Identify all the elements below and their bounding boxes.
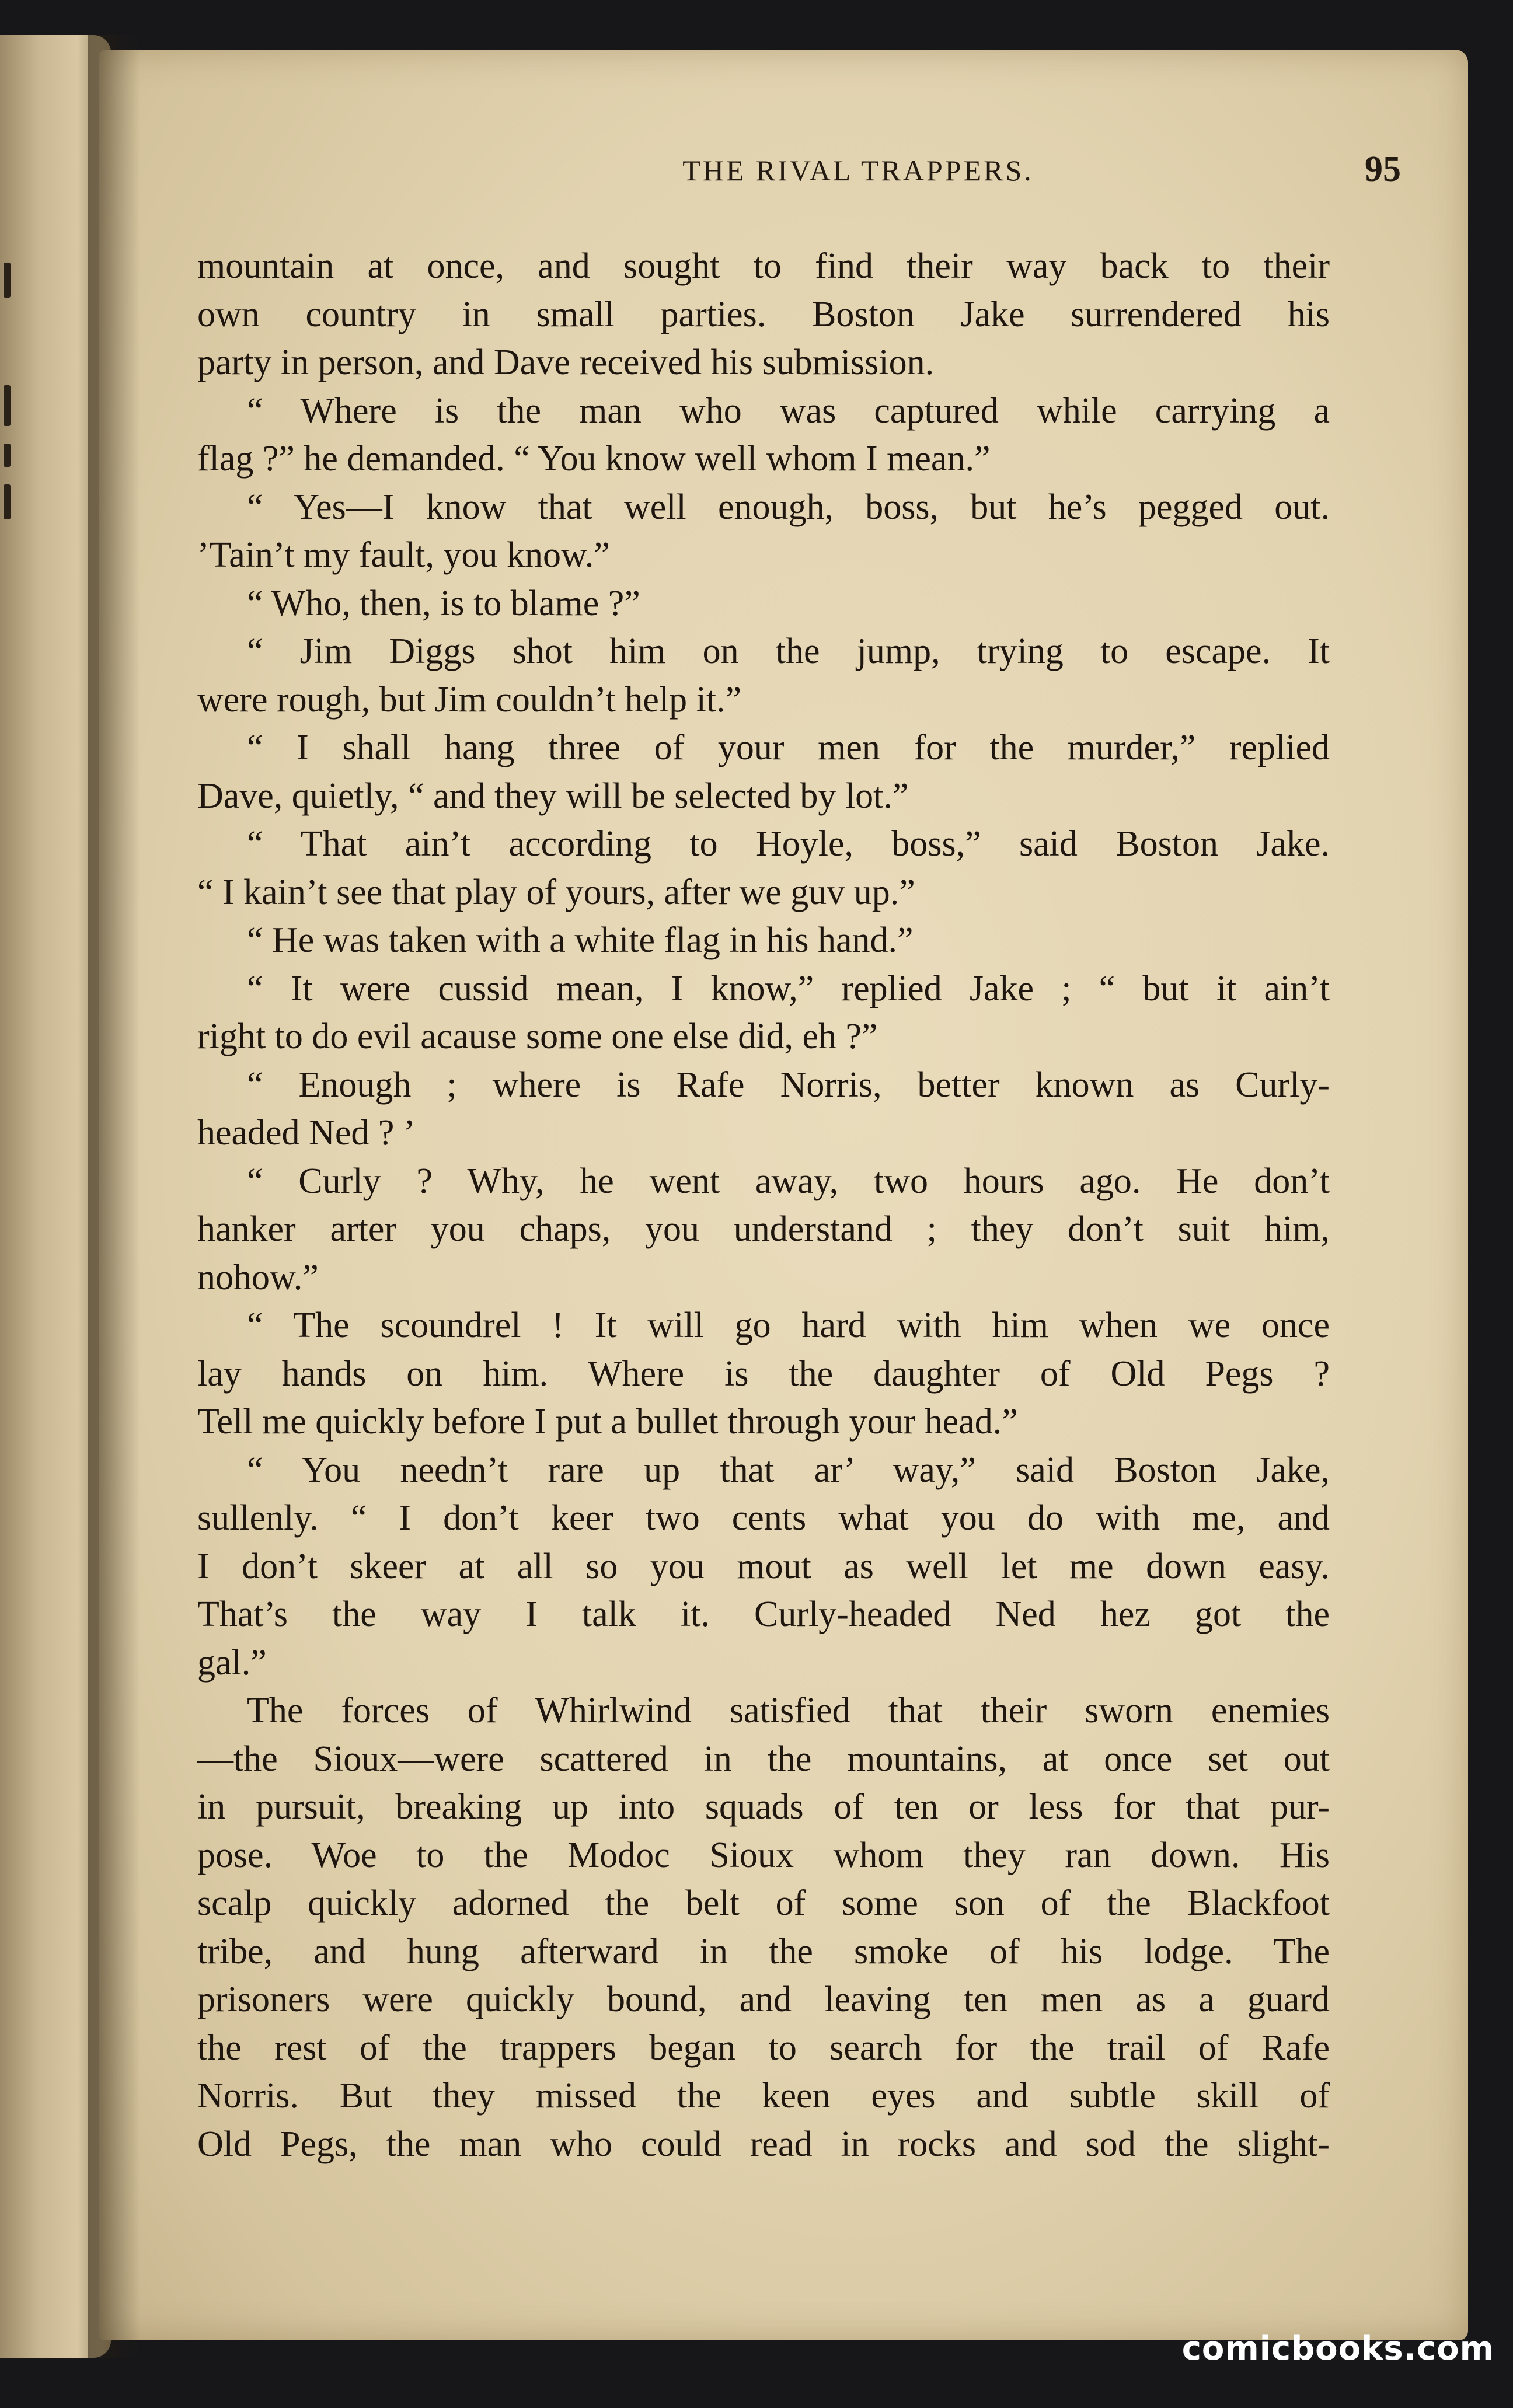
text-line: headed Ned ? ’	[197, 1113, 416, 1153]
text-line: Norris. But they missed the keen eyes and subtle skill of	[197, 2076, 1330, 2116]
text-line: “ Curly ? Why, he went away, two hours ago. He don’t	[247, 1161, 1330, 1201]
text-line: prisoners were quickly bound, and leaving ten men as a guard	[197, 1980, 1330, 2019]
text-line: “ Who, then, is to blame ?”	[247, 583, 640, 623]
text-line: —the Sioux—were scattered in the mountains, at once set out	[197, 1739, 1330, 1779]
book-page	[99, 50, 1468, 2340]
text-line: “ It were cussid mean, I know,” replied Jake ; “ but it ain’t	[247, 968, 1330, 1008]
text-line: “ He was taken with a white flag in his hand.”	[247, 920, 914, 960]
text-line: “ Enough ; where is Rafe Norris, better known as Curly-	[247, 1065, 1330, 1105]
facing-page-mark	[4, 385, 11, 426]
page-number: 95	[1365, 149, 1401, 189]
text-line: “ Yes—I know that well enough, boss, but he’s pegged out.	[247, 487, 1330, 527]
text-line: Dave, quietly, “ and they will be selected by lot.”	[197, 776, 909, 816]
text-line: I don’t skeer at all so you mout as well let me down easy.	[197, 1546, 1330, 1586]
text-line: were rough, but Jim couldn’t help it.”	[197, 679, 742, 720]
text-line: flag ?” he demanded. “ You know well whom I mean.”	[197, 439, 991, 479]
gutter-shadow	[88, 35, 140, 2358]
text-line: the rest of the trappers began to search for the trail of Rafe	[197, 2027, 1330, 2068]
text-line: ’Tain’t my fault, you know.”	[197, 535, 610, 575]
body-text	[197, 242, 1330, 2168]
text-line: “ Jim Diggs shot him on the jump, trying to escape. It	[247, 631, 1330, 671]
text-line: hanker arter you chaps, you understand ; they don’t suit him,	[197, 1209, 1330, 1249]
text-line: “ That ain’t according to Hoyle, boss,” said Boston Jake.	[247, 824, 1330, 864]
text-line: The forces of Whirlwind satisfied that their sworn enemies	[247, 1691, 1330, 1730]
facing-page-mark	[4, 484, 11, 519]
text-line: “ Where is the man who was captured while carrying a	[247, 390, 1330, 431]
facing-page-mark	[4, 444, 11, 467]
text-line: scalp quickly adorned the belt of some son of the Blackfoot	[197, 1883, 1330, 1923]
text-line: Old Pegs, the man who could read in rocks and sod the slight-	[197, 2124, 1330, 2164]
text-line: “ The scoundrel ! It will go hard with him when we once	[247, 1306, 1330, 1345]
text-line: “ You needn’t rare up that ar’ way,” said Boston Jake,	[247, 1450, 1330, 1490]
text-line: tribe, and hung afterward in the smoke of his lodge. The	[197, 1931, 1330, 1971]
text-line: sullenly. “ I don’t keer two cents what you do with me, and	[197, 1498, 1330, 1538]
running-head: THE RIVAL TRAPPERS.	[682, 154, 1034, 187]
text-line: That’s the way I talk it. Curly-headed Ned hez got the	[197, 1594, 1330, 1634]
text-line: “ I shall hang three of your men for the murder,” replied	[247, 728, 1330, 767]
text-line: in pursuit, breaking up into squads of ten or less for that pur-	[197, 1787, 1330, 1827]
text-line: nohow.”	[197, 1257, 319, 1297]
text-line: Tell me quickly before I put a bullet through your head.”	[197, 1402, 1018, 1442]
watermark: comicbooks.com	[1181, 2330, 1494, 2368]
text-line: gal.”	[197, 1642, 267, 1683]
text-line: mountain at once, and sought to find their way back to their	[197, 246, 1330, 286]
text-line: lay hands on him. Where is the daughter of Old Pegs ?	[197, 1353, 1330, 1394]
facing-page-mark	[4, 263, 11, 298]
text-line: own country in small parties. Boston Jake surrendered his	[197, 294, 1330, 334]
text-line: party in person, and Dave received his submission.	[197, 343, 935, 382]
text-line: “ I kain’t see that play of yours, after we guv up.”	[197, 872, 915, 912]
text-line: right to do evil acause some one else did, eh ?”	[197, 1017, 878, 1056]
text-line: pose. Woe to the Modoc Sioux whom they ran down. His	[197, 1835, 1330, 1875]
